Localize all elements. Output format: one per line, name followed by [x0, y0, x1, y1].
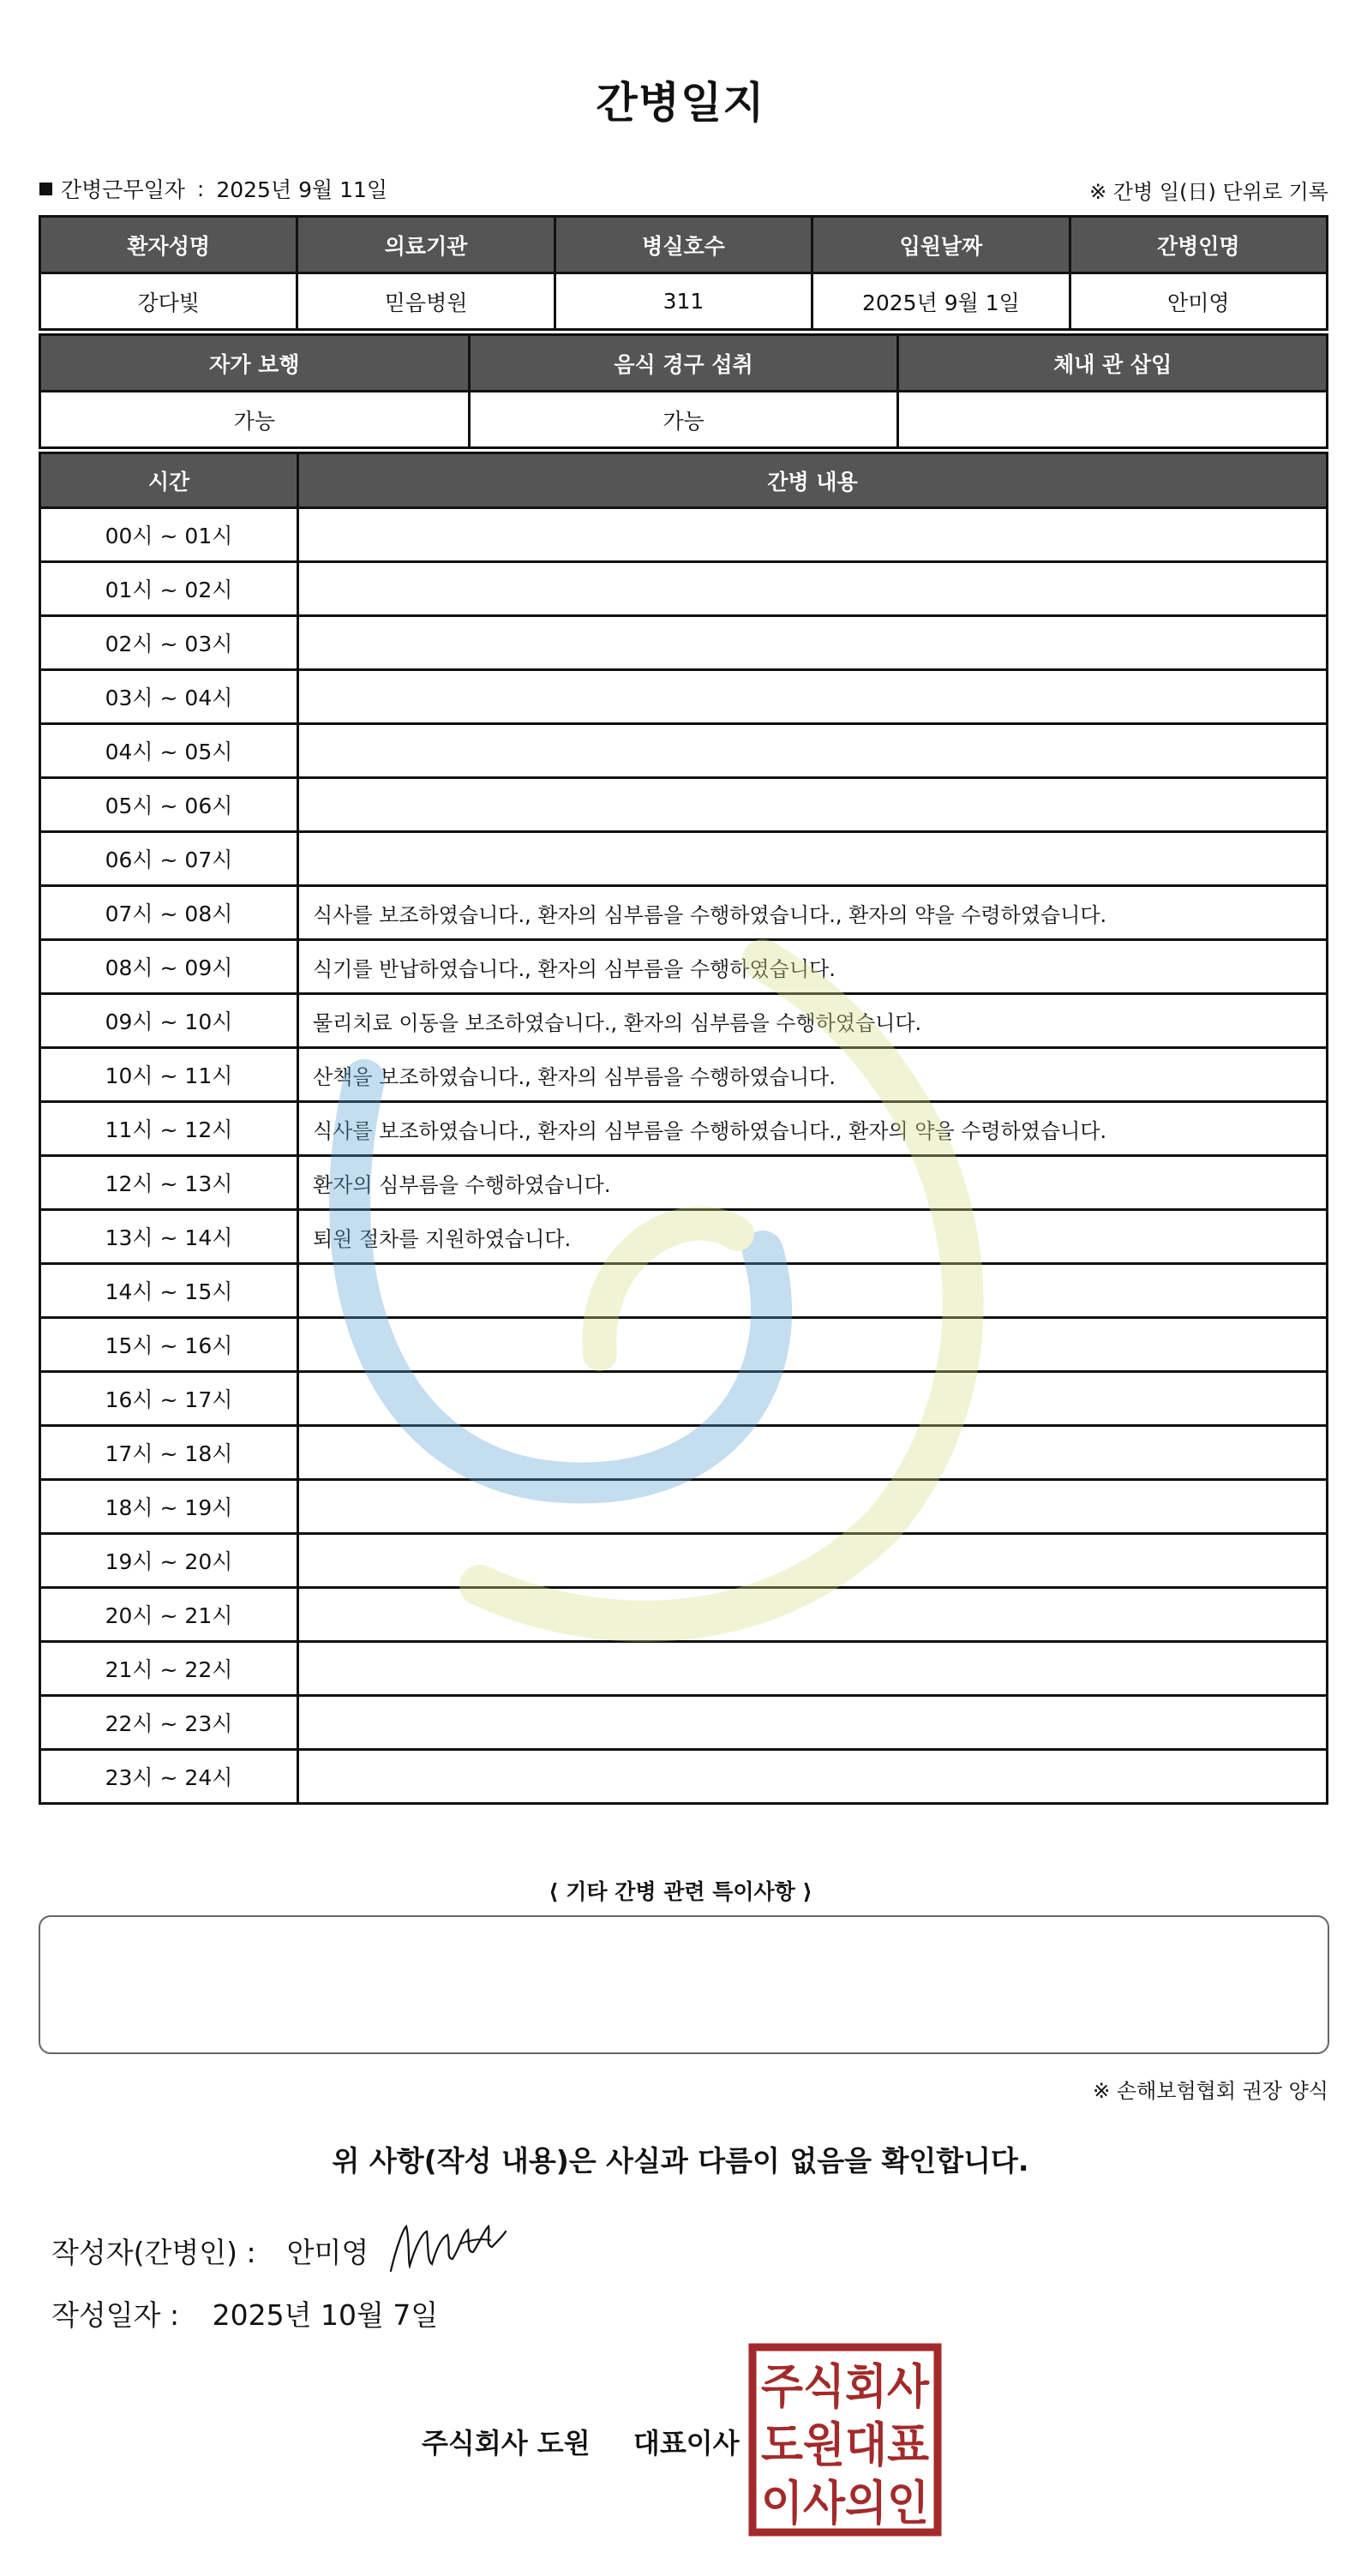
care-log-time-cell: 09시 ~ 10시 [40, 994, 298, 1048]
care-log-time-cell: 02시 ~ 03시 [40, 616, 298, 670]
care-log-time-cell: 22시 ~ 23시 [40, 1696, 298, 1750]
care-log-time-cell: 03시 ~ 04시 [40, 670, 298, 724]
care-log-note-cell[interactable] [298, 1750, 1328, 1804]
patient-header-cell: 병실호수 [555, 217, 812, 273]
care-log-time-cell: 08시 ~ 09시 [40, 940, 298, 994]
care-log-time-cell: 05시 ~ 06시 [40, 778, 298, 832]
care-log-note-cell[interactable]: 식사를 보조하였습니다., 환자의 심부름을 수행하였습니다., 환자의 약을 수령하였습니다. [298, 1102, 1328, 1156]
company-name: 주식회사 도원 [422, 2427, 591, 2459]
written-date-row [51, 2293, 438, 2333]
care-log-row [40, 616, 1328, 670]
tube-insertion-status-cell [898, 392, 1328, 448]
care-log-row [40, 1102, 1328, 1156]
status-header-cell: 음식 경구 섭취 [469, 335, 898, 392]
care-log-note-cell[interactable]: 식사를 보조하였습니다., 환자의 심부름을 수행하였습니다., 환자의 약을 수령하였습니다. [298, 886, 1328, 940]
care-log-note-cell[interactable] [298, 562, 1328, 616]
written-date-label: 작성일자 : [51, 2298, 180, 2332]
care-log-row [40, 1534, 1328, 1588]
care-log-time-cell: 15시 ~ 16시 [40, 1318, 298, 1372]
care-log-row [40, 832, 1328, 886]
care-log-time-cell: 06시 ~ 07시 [40, 832, 298, 886]
care-log-row [40, 994, 1328, 1048]
care-log-time-cell: 21시 ~ 22시 [40, 1642, 298, 1696]
signature-image [384, 2214, 511, 2281]
confirmation-statement: 위 사항(작성 내용)은 사실과 다름이 없음을 확인합니다. [332, 2144, 1029, 2178]
care-log-time-cell: 11시 ~ 12시 [40, 1102, 298, 1156]
care-log-note-cell[interactable]: 물리치료 이동을 보조하였습니다., 환자의 심부름을 수행하였습니다. [298, 994, 1328, 1048]
status-header-cell: 자가 보행 [40, 335, 470, 392]
care-log-row [40, 1318, 1328, 1372]
care-log-note-cell[interactable] [298, 1588, 1328, 1642]
care-log-row [40, 1048, 1328, 1102]
patient-header-cell: 의료기관 [297, 217, 555, 273]
care-log-note-cell[interactable] [298, 670, 1328, 724]
care-log-note-cell[interactable] [298, 1534, 1328, 1588]
care-log-table [39, 452, 1328, 1805]
care-log-row [40, 1210, 1328, 1264]
care-log-time-cell: 17시 ~ 18시 [40, 1426, 298, 1480]
room-number-cell: 311 [555, 273, 812, 330]
patient-name-cell: 강다빛 [40, 273, 297, 330]
care-log-time-cell: 19시 ~ 20시 [40, 1534, 298, 1588]
care-log-note-cell[interactable] [298, 1318, 1328, 1372]
time-header-cell: 시간 [40, 453, 298, 508]
patient-header-cell: 환자성명 [40, 217, 297, 273]
walking-status-cell: 가능 [40, 392, 470, 448]
oral-intake-status-cell: 가능 [469, 392, 898, 448]
care-log-note-cell[interactable]: 퇴원 절차를 지원하였습니다. [298, 1210, 1328, 1264]
care-log-time-cell: 18시 ~ 19시 [40, 1480, 298, 1534]
care-log-row [40, 670, 1328, 724]
status-header-cell: 체내 관 삽입 [898, 335, 1328, 392]
care-log-note-cell[interactable] [298, 832, 1328, 886]
care-log-row [40, 1480, 1328, 1534]
company-seal-stamp [748, 2343, 942, 2537]
seal-text-line: 도원대표 [761, 2417, 929, 2472]
hospital-cell: 믿음병원 [297, 273, 555, 330]
care-log-note-cell[interactable] [298, 1696, 1328, 1750]
special-notes-title: ⟨ 기타 간병 관련 특이사항 ⟩ [549, 1879, 812, 1904]
care-log-note-cell[interactable]: 환자의 심부름을 수행하였습니다. [298, 1156, 1328, 1210]
work-date-label: 간병근무일자 [61, 177, 185, 202]
work-date [39, 173, 387, 204]
care-log-row [40, 886, 1328, 940]
care-log-time-cell: 23시 ~ 24시 [40, 1750, 298, 1804]
form-source-note: ※ 손해보험협회 권장 양식 [1093, 2079, 1328, 2103]
patient-status-table [39, 333, 1328, 449]
page-title: 간병일지 [596, 78, 765, 128]
care-log-time-cell: 10시 ~ 11시 [40, 1048, 298, 1102]
care-log-note-cell[interactable] [298, 724, 1328, 778]
care-log-time-cell: 01시 ~ 02시 [40, 562, 298, 616]
special-notes-box[interactable] [39, 1915, 1329, 2054]
care-log-time-cell: 20시 ~ 21시 [40, 1588, 298, 1642]
seal-text-line: 주식회사 [761, 2359, 930, 2414]
care-log-row [40, 1372, 1328, 1426]
care-log-time-cell: 04시 ~ 05시 [40, 724, 298, 778]
care-log-note-cell[interactable] [298, 508, 1328, 562]
care-log-time-cell: 13시 ~ 14시 [40, 1210, 298, 1264]
unit-note: ※ 간병 일(日) 단위로 기록 [1089, 180, 1328, 204]
care-log-note-cell[interactable] [298, 1426, 1328, 1480]
care-log-note-cell[interactable]: 식기를 반납하였습니다., 환자의 심부름을 수행하였습니다. [298, 940, 1328, 994]
care-log-row [40, 562, 1328, 616]
work-date-value: 2025년 9월 11일 [216, 177, 388, 202]
care-log-note-cell[interactable] [298, 778, 1328, 832]
care-log-row [40, 1750, 1328, 1804]
company-role: 대표이사 [633, 2427, 740, 2459]
writer-label: 작성자(간병인) : [51, 2236, 256, 2269]
care-log-row [40, 508, 1328, 562]
care-log-row [40, 1696, 1328, 1750]
care-log-row [40, 724, 1328, 778]
care-log-time-cell: 00시 ~ 01시 [40, 508, 298, 562]
bullet-square-icon [39, 183, 52, 195]
care-log-note-cell[interactable] [298, 1372, 1328, 1426]
care-log-note-cell[interactable] [298, 1264, 1328, 1318]
care-log-row [40, 1426, 1328, 1480]
care-log-row [40, 778, 1328, 832]
caregiver-name-cell: 안미영 [1070, 273, 1327, 330]
care-log-row [40, 1588, 1328, 1642]
work-date-separator: : [196, 176, 205, 201]
care-log-note-cell[interactable] [298, 1480, 1328, 1534]
company-signature-line [422, 2422, 740, 2461]
patient-header-cell: 간병인명 [1070, 217, 1327, 273]
care-log-row [40, 1264, 1328, 1318]
writer-row [51, 2231, 369, 2271]
care-log-row [40, 1156, 1328, 1210]
care-log-note-cell[interactable] [298, 1642, 1328, 1696]
written-date-value: 2025년 10월 7일 [212, 2298, 439, 2332]
patient-info-table [39, 215, 1328, 331]
care-log-row [40, 940, 1328, 994]
care-log-time-cell: 12시 ~ 13시 [40, 1156, 298, 1210]
care-log-row [40, 1642, 1328, 1696]
writer-name: 안미영 [286, 2236, 369, 2269]
seal-text-line: 이사의인 [761, 2476, 929, 2531]
admission-date-cell: 2025년 9월 1일 [812, 273, 1070, 330]
care-log-time-cell: 16시 ~ 17시 [40, 1372, 298, 1426]
care-log-note-cell[interactable] [298, 616, 1328, 670]
content-header-cell: 간병 내용 [298, 453, 1328, 508]
patient-header-cell: 입원날짜 [812, 217, 1070, 273]
care-log-note-cell[interactable]: 산책을 보조하였습니다., 환자의 심부름을 수행하였습니다. [298, 1048, 1328, 1102]
care-log-time-cell: 07시 ~ 08시 [40, 886, 298, 940]
care-log-time-cell: 14시 ~ 15시 [40, 1264, 298, 1318]
